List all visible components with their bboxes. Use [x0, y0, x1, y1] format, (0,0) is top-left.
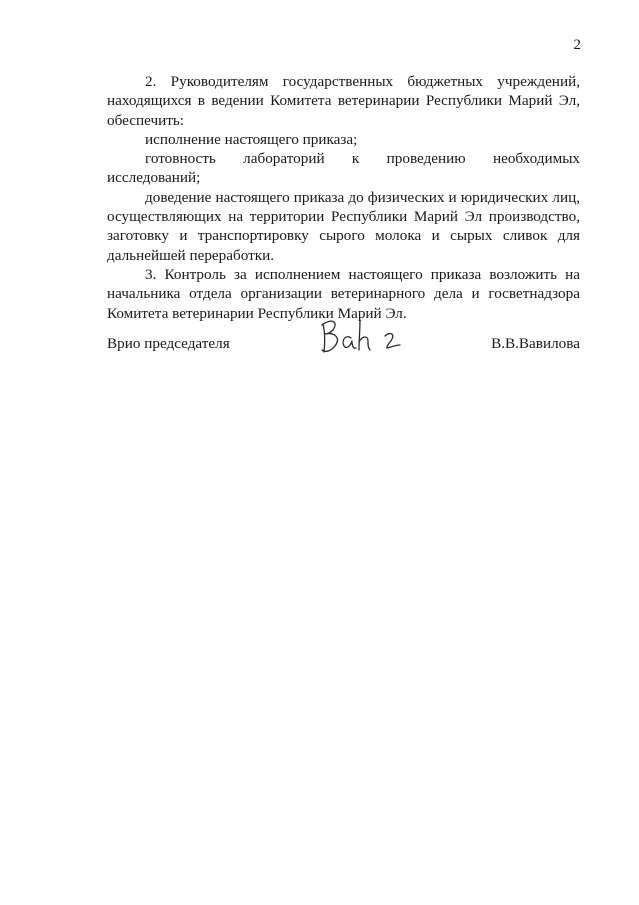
handwritten-signature [315, 312, 415, 362]
signatory-position: Врио председателя [107, 335, 230, 352]
signature-block [107, 334, 580, 358]
paragraph-duty-execution: исполнение настоящего приказа; [145, 130, 358, 148]
paragraph-duty-notification: доведение настоящего приказа до физических и юридических лиц, осуществляющих на территории Республики Марий Эл производство, заготовку и транспортировку сырого молока и сырых сливок для дальнейшей переработки. [107, 188, 580, 264]
paragraph-item-3: 3. Контроль за исполнением настоящего приказа возложить на начальника отдела организации ветеринарного дела и госветнадзора Комитета ветеринарии Республики Марий Эл. [107, 265, 580, 322]
page-number: 2 [573, 37, 581, 53]
document-body [107, 72, 580, 323]
paragraph-duty-laboratories: готовность лабораторий к проведению необходимых исследований; [107, 150, 580, 187]
signatory-name: В.В.Вавилова [491, 335, 580, 352]
paragraph-item-2: 2. Руководителям государственных бюджетных учреждений, находящихся в ведении Комитета ветеринарии Республики Марий Эл, обеспечить: [107, 73, 580, 129]
